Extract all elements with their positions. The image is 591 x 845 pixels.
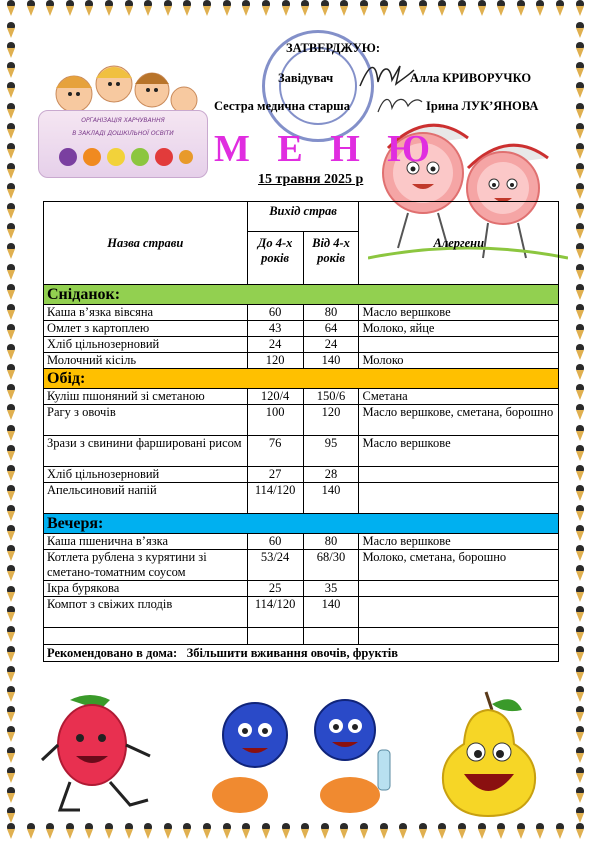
ice-cream-icon bbox=[6, 485, 16, 501]
table-row bbox=[44, 321, 559, 337]
ice-cream-icon bbox=[26, 0, 36, 16]
table-row bbox=[44, 389, 559, 405]
ice-cream-icon bbox=[575, 726, 585, 742]
under4-cell: 120/4 bbox=[247, 389, 303, 405]
over4-cell: 80 bbox=[303, 305, 359, 321]
menu-title: М Е Н Ю bbox=[214, 128, 440, 170]
table-row bbox=[44, 483, 559, 514]
ice-cream-icon bbox=[6, 445, 16, 461]
blueberry-characters-illustration bbox=[200, 690, 410, 820]
nurse-name: Ірина ЛУК’ЯНОВА bbox=[426, 99, 539, 113]
allergens-cell: Масло вершкове bbox=[359, 436, 559, 467]
ice-cream-icon bbox=[6, 62, 16, 78]
recommendation-row bbox=[44, 645, 559, 662]
section-title: Сніданок: bbox=[44, 285, 559, 305]
ice-cream-icon bbox=[379, 823, 389, 839]
ice-cream-icon bbox=[575, 22, 585, 38]
border-top bbox=[0, 0, 591, 22]
ice-cream-icon bbox=[6, 223, 16, 239]
ice-cream-icon bbox=[104, 0, 114, 16]
ice-cream-icon bbox=[6, 767, 16, 783]
table-row bbox=[44, 467, 559, 483]
ice-cream-icon bbox=[575, 284, 585, 300]
ice-cream-icon bbox=[6, 666, 16, 682]
head-name: Алла КРИВОРУЧКО bbox=[410, 71, 532, 85]
over4-cell: 140 bbox=[303, 483, 359, 514]
ice-cream-icon bbox=[575, 243, 585, 259]
table-row bbox=[44, 436, 559, 467]
ice-cream-icon bbox=[496, 823, 506, 839]
ice-cream-icon bbox=[6, 284, 16, 300]
ice-cream-icon bbox=[575, 823, 585, 839]
ice-cream-icon bbox=[281, 823, 291, 839]
border-bottom bbox=[0, 823, 591, 845]
ice-cream-icon bbox=[6, 264, 16, 280]
logo-line1: ОРГАНІЗАЦІЯ ХАРЧУВАННЯ bbox=[81, 117, 165, 124]
table-row bbox=[44, 534, 559, 550]
ice-cream-icon bbox=[143, 823, 153, 839]
ice-cream-icon bbox=[163, 0, 173, 16]
ice-cream-icon bbox=[6, 807, 16, 823]
dish-cell: Ікра бурякова bbox=[44, 581, 248, 597]
dish-cell: Каша в’язка вівсяна bbox=[44, 305, 248, 321]
under4-cell: 114/120 bbox=[247, 483, 303, 514]
ice-cream-icon bbox=[6, 525, 16, 541]
ice-cream-icon bbox=[84, 823, 94, 839]
ice-cream-icon bbox=[575, 465, 585, 481]
ice-cream-icon bbox=[575, 42, 585, 58]
ice-cream-icon bbox=[339, 0, 349, 16]
logo-banner bbox=[38, 110, 208, 178]
ice-cream-icon bbox=[45, 823, 55, 839]
ice-cream-icon bbox=[182, 0, 192, 16]
ice-cream-icon bbox=[6, 545, 16, 561]
ice-cream-icon bbox=[6, 82, 16, 98]
ice-cream-icon bbox=[6, 686, 16, 702]
ice-cream-icon bbox=[300, 0, 310, 16]
ice-cream-icon bbox=[418, 0, 428, 16]
recommendation-text: Збільшити вживання овочів, фруктів bbox=[186, 646, 399, 660]
table-row bbox=[44, 550, 559, 581]
table-row bbox=[44, 353, 559, 369]
ice-cream-icon bbox=[261, 0, 271, 16]
dish-cell: Куліш пшоняний зі сметаною bbox=[44, 389, 248, 405]
ice-cream-icon bbox=[6, 726, 16, 742]
ice-cream-icon bbox=[359, 0, 369, 16]
ice-cream-icon bbox=[575, 304, 585, 320]
header-dish: Назва страви bbox=[44, 202, 248, 285]
ice-cream-icon bbox=[6, 163, 16, 179]
allergens-cell: Масло вершкове, сметана, борошно bbox=[359, 405, 559, 436]
ice-cream-icon bbox=[6, 586, 16, 602]
under4-cell: 24 bbox=[247, 337, 303, 353]
ice-cream-icon bbox=[575, 425, 585, 441]
ice-cream-icon bbox=[575, 646, 585, 662]
vegetables-icon bbox=[48, 141, 198, 171]
ice-cream-icon bbox=[241, 823, 251, 839]
ice-cream-icon bbox=[575, 103, 585, 119]
ice-cream-icon bbox=[575, 586, 585, 602]
ice-cream-icon bbox=[6, 123, 16, 139]
allergens-cell bbox=[359, 581, 559, 597]
ice-cream-icon bbox=[143, 0, 153, 16]
ice-cream-icon bbox=[65, 0, 75, 16]
strawberry-character-illustration bbox=[40, 690, 180, 820]
logo-line2: В ЗАКЛАДІ ДОШКІЛЬНОЇ ОСВІТИ bbox=[72, 130, 174, 137]
ice-cream-icon bbox=[398, 0, 408, 16]
ice-cream-icon bbox=[575, 0, 585, 16]
over4-cell: 35 bbox=[303, 581, 359, 597]
ice-cream-icon bbox=[6, 646, 16, 662]
ice-cream-icon bbox=[6, 626, 16, 642]
under4-cell: 100 bbox=[247, 405, 303, 436]
ice-cream-icon bbox=[575, 324, 585, 340]
dish-cell: Каша пшенична в’язка bbox=[44, 534, 248, 550]
ice-cream-icon bbox=[182, 823, 192, 839]
ice-cream-icon bbox=[6, 0, 16, 16]
ice-cream-icon bbox=[6, 344, 16, 360]
ice-cream-icon bbox=[477, 0, 487, 16]
ice-cream-icon bbox=[575, 183, 585, 199]
ice-cream-icon bbox=[6, 404, 16, 420]
under4-cell: 114/120 bbox=[247, 597, 303, 628]
allergens-cell: Сметана bbox=[359, 389, 559, 405]
ice-cream-icon bbox=[6, 606, 16, 622]
section-header bbox=[44, 285, 559, 305]
ice-cream-icon bbox=[6, 565, 16, 581]
ice-cream-icon bbox=[477, 823, 487, 839]
ice-cream-icon bbox=[202, 0, 212, 16]
ice-cream-icon bbox=[300, 823, 310, 839]
under4-cell: 43 bbox=[247, 321, 303, 337]
dish-cell: Молочний кісіль bbox=[44, 353, 248, 369]
ice-cream-icon bbox=[575, 747, 585, 763]
ice-cream-icon bbox=[124, 823, 134, 839]
ice-cream-icon bbox=[6, 22, 16, 38]
ice-cream-icon bbox=[575, 264, 585, 280]
ice-cream-icon bbox=[575, 404, 585, 420]
over4-cell: 95 bbox=[303, 436, 359, 467]
ice-cream-icon bbox=[575, 143, 585, 159]
ice-cream-icon bbox=[575, 203, 585, 219]
over4-cell: 80 bbox=[303, 534, 359, 550]
allergens-cell bbox=[359, 483, 559, 514]
allergens-cell: Молоко, яйце bbox=[359, 321, 559, 337]
ice-cream-icon bbox=[6, 203, 16, 219]
ice-cream-icon bbox=[575, 787, 585, 803]
table-row bbox=[44, 305, 559, 321]
ice-cream-icon bbox=[575, 384, 585, 400]
ice-cream-icon bbox=[575, 485, 585, 501]
dish-cell: Омлет з картоплею bbox=[44, 321, 248, 337]
ice-cream-icon bbox=[535, 0, 545, 16]
ice-cream-icon bbox=[457, 823, 467, 839]
ice-cream-icon bbox=[516, 0, 526, 16]
dish-cell: Котлета рублена з курятини зі сметано-томатним соусом bbox=[44, 550, 248, 581]
ice-cream-icon bbox=[575, 364, 585, 380]
ice-cream-icon bbox=[535, 823, 545, 839]
over4-cell: 68/30 bbox=[303, 550, 359, 581]
ice-cream-icon bbox=[575, 344, 585, 360]
ice-cream-icon bbox=[222, 823, 232, 839]
under4-cell: 27 bbox=[247, 467, 303, 483]
dish-cell: Хліб цільнозерновий bbox=[44, 337, 248, 353]
ice-cream-icon bbox=[359, 823, 369, 839]
ice-cream-icon bbox=[398, 823, 408, 839]
ice-cream-icon bbox=[575, 666, 585, 682]
ice-cream-icon bbox=[65, 823, 75, 839]
header-output: Вихід страв bbox=[247, 202, 359, 232]
ice-cream-icon bbox=[202, 823, 212, 839]
under4-cell: 25 bbox=[247, 581, 303, 597]
ice-cream-icon bbox=[575, 767, 585, 783]
over4-cell: 140 bbox=[303, 353, 359, 369]
ice-cream-icon bbox=[6, 823, 16, 839]
ice-cream-icon bbox=[437, 0, 447, 16]
dish-cell: Апельсиновий напій bbox=[44, 483, 248, 514]
ice-cream-icon bbox=[575, 505, 585, 521]
ice-cream-icon bbox=[575, 62, 585, 78]
ice-cream-icon bbox=[6, 787, 16, 803]
under4-cell: 76 bbox=[247, 436, 303, 467]
ice-cream-icon bbox=[575, 807, 585, 823]
allergens-cell: Масло вершкове bbox=[359, 305, 559, 321]
over4-cell: 120 bbox=[303, 405, 359, 436]
ice-cream-icon bbox=[516, 823, 526, 839]
ice-cream-icon bbox=[261, 823, 271, 839]
ice-cream-icon bbox=[339, 823, 349, 839]
over4-cell: 140 bbox=[303, 597, 359, 628]
dish-cell: Рагу з овочів bbox=[44, 405, 248, 436]
over4-cell: 24 bbox=[303, 337, 359, 353]
dish-cell: Зрази з свинини фаршировані рисом bbox=[44, 436, 248, 467]
allergens-cell bbox=[359, 467, 559, 483]
table-row bbox=[44, 337, 559, 353]
pear-character-illustration bbox=[418, 688, 558, 820]
ice-cream-icon bbox=[6, 747, 16, 763]
ice-cream-icon bbox=[575, 123, 585, 139]
ice-cream-icon bbox=[6, 243, 16, 259]
ice-cream-icon bbox=[575, 525, 585, 541]
allergens-cell bbox=[359, 337, 559, 353]
ice-cream-icon bbox=[241, 0, 251, 16]
ice-cream-icon bbox=[163, 823, 173, 839]
menu-table bbox=[43, 201, 559, 662]
ice-cream-icon bbox=[575, 606, 585, 622]
under4-cell: 60 bbox=[247, 534, 303, 550]
header-over4: Від 4-х років bbox=[303, 232, 359, 285]
header-allergens: Алергени bbox=[359, 202, 559, 285]
ice-cream-icon bbox=[575, 445, 585, 461]
border-right bbox=[569, 22, 591, 823]
ice-cream-icon bbox=[555, 0, 565, 16]
ice-cream-icon bbox=[575, 545, 585, 561]
allergens-cell: Молоко, сметана, борошно bbox=[359, 550, 559, 581]
nurse-role: Сестра медична старша bbox=[214, 99, 350, 113]
ice-cream-icon bbox=[575, 706, 585, 722]
menu-date: 15 травня 2025 р bbox=[258, 172, 364, 187]
ice-cream-icon bbox=[124, 0, 134, 16]
ice-cream-icon bbox=[6, 304, 16, 320]
ice-cream-icon bbox=[6, 324, 16, 340]
ice-cream-icon bbox=[496, 0, 506, 16]
ice-cream-icon bbox=[45, 0, 55, 16]
ice-cream-icon bbox=[6, 706, 16, 722]
ice-cream-icon bbox=[555, 823, 565, 839]
section-title: Обід: bbox=[44, 369, 559, 389]
section-title: Вечеря: bbox=[44, 514, 559, 534]
ice-cream-icon bbox=[575, 565, 585, 581]
allergens-cell bbox=[359, 597, 559, 628]
ice-cream-icon bbox=[222, 0, 232, 16]
approve-label: ЗАТВЕРДЖУЮ: bbox=[286, 41, 381, 55]
empty-row bbox=[44, 628, 559, 645]
ice-cream-icon bbox=[418, 823, 428, 839]
under4-cell: 120 bbox=[247, 353, 303, 369]
head-signature bbox=[356, 60, 416, 92]
ice-cream-icon bbox=[6, 465, 16, 481]
ice-cream-icon bbox=[575, 223, 585, 239]
over4-cell: 150/6 bbox=[303, 389, 359, 405]
ice-cream-icon bbox=[575, 626, 585, 642]
ice-cream-icon bbox=[6, 384, 16, 400]
header-under4: До 4-х років bbox=[247, 232, 303, 285]
allergens-cell: Масло вершкове bbox=[359, 534, 559, 550]
over4-cell: 28 bbox=[303, 467, 359, 483]
ice-cream-icon bbox=[437, 823, 447, 839]
table-row bbox=[44, 581, 559, 597]
ice-cream-icon bbox=[6, 505, 16, 521]
ice-cream-icon bbox=[575, 686, 585, 702]
ice-cream-icon bbox=[6, 42, 16, 58]
ice-cream-icon bbox=[6, 364, 16, 380]
ice-cream-icon bbox=[379, 0, 389, 16]
dish-cell: Компот з свіжих плодів bbox=[44, 597, 248, 628]
ice-cream-icon bbox=[84, 0, 94, 16]
section-header bbox=[44, 369, 559, 389]
allergens-cell: Молоко bbox=[359, 353, 559, 369]
border-left bbox=[0, 22, 22, 823]
ice-cream-icon bbox=[104, 823, 114, 839]
ice-cream-icon bbox=[320, 0, 330, 16]
table-row bbox=[44, 597, 559, 628]
ice-cream-icon bbox=[26, 823, 36, 839]
head-role: Завідувач bbox=[278, 71, 334, 85]
ice-cream-icon bbox=[6, 183, 16, 199]
ice-cream-icon bbox=[6, 425, 16, 441]
ice-cream-icon bbox=[575, 82, 585, 98]
ice-cream-icon bbox=[320, 823, 330, 839]
under4-cell: 53/24 bbox=[247, 550, 303, 581]
over4-cell: 64 bbox=[303, 321, 359, 337]
ice-cream-icon bbox=[457, 0, 467, 16]
ice-cream-icon bbox=[575, 163, 585, 179]
ice-cream-icon bbox=[281, 0, 291, 16]
under4-cell: 60 bbox=[247, 305, 303, 321]
section-header bbox=[44, 514, 559, 534]
table-row bbox=[44, 405, 559, 436]
dish-cell: Хліб цільнозерновий bbox=[44, 467, 248, 483]
ice-cream-icon bbox=[6, 103, 16, 119]
recommendation-label: Рекомендовано в дома: bbox=[47, 646, 178, 660]
ice-cream-icon bbox=[6, 143, 16, 159]
